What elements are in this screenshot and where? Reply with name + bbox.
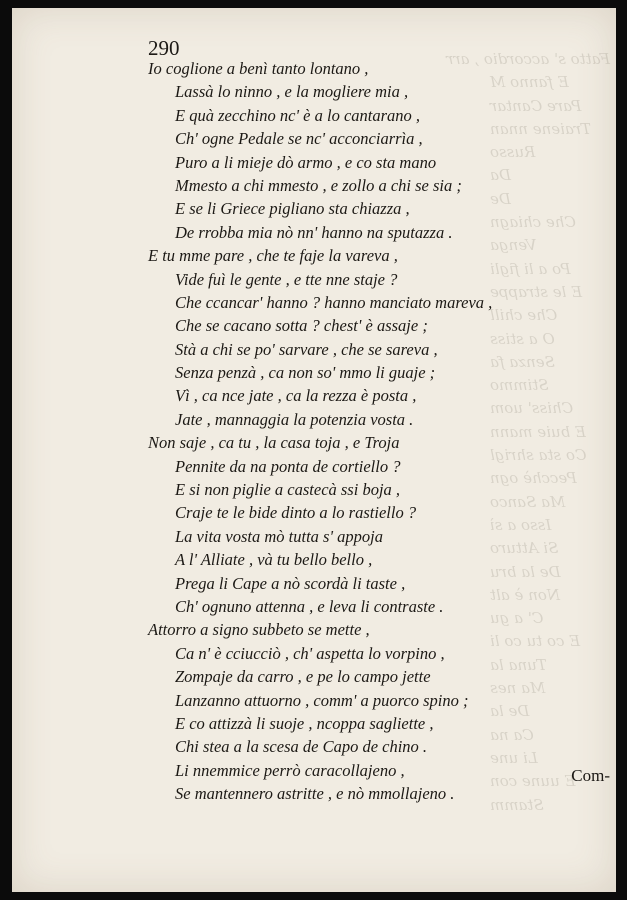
poem-line: Ch' ognuno attenna , e leva li contraste . (175, 596, 444, 616)
poem-line: Pennite da na ponta de cortiello ? (175, 456, 401, 476)
poem-line: Jate , mannaggia la potenzia vosta . (175, 409, 414, 429)
poem-line: Attorro a signo subbeto se mette , (148, 620, 370, 640)
poem-line: Se mantennero astritte , e nò mmollajeno . (175, 784, 455, 804)
poem-line: Prega li Cape a nò scordà li taste , (175, 573, 406, 593)
page-number: 290 (148, 36, 180, 60)
poem-line: E tu mme pare , che te faje la vareva , (148, 246, 398, 266)
poem-line: Mmesto a chi mmesto , e zollo a chi se sia ; (175, 175, 462, 195)
poem-text (12, 57, 616, 806)
poem-line: Lassà lo ninno , e la mogliere mia , (175, 82, 409, 102)
poem-line: Ca n' è cciucciò , ch' aspetta lo vorpino , (175, 643, 445, 663)
poem-line: Vì , ca nce jate , ca la rezza è posta , (175, 386, 417, 406)
catchword: Com- (571, 766, 610, 785)
book-page (12, 8, 616, 892)
show-through-text: Fatto s' accordio , arr E fanno M Pare Cantar Traiene nnan Russo Da De Che chiagn Venga Po a li figli E le strappe Che chill O a stiss Senza fa Stimmo Chiss' uom E buie mann Co sta shrigl Pecchè ogn Ma Sanco Isso a sì Si Atturo De la bru Non è alt C' a gu E co tu co li Tuna la Ma nes De la Ca na Li une E uune con Stamm (446, 50, 610, 814)
poem-line: E quà zecchino nc' è a lo cantarano , (175, 105, 421, 125)
poem-line: Craje te le bide dinto a lo rastiello ? (175, 503, 417, 523)
poem-line: E co attizzà li suoje , ncoppa sagliette , (175, 713, 434, 733)
poem-line: Io coglione a benì tanto lontano , (148, 59, 369, 78)
poem-line: Che ccancar' hanno ? hanno manciato mareva , (175, 292, 493, 312)
poem-line: Stà a chi se po' sarvare , che se sareva , (175, 339, 438, 359)
poem-line: Ch' ogne Pedale se nc' acconciarrìa , (175, 129, 423, 149)
poem-line: Che se cacano sotta ? chest' è assaje ; (175, 316, 428, 336)
poem-line: E se li Griece pigliano sta chiazza , (175, 199, 410, 219)
poem-line: Senza penzà , ca non so' mmo li guaje ; (175, 363, 436, 383)
poem-line: La vita vosta mò tutta s' appoja (175, 526, 383, 546)
poem-line: Vide fuì le gente , e tte nne staje ? (175, 269, 398, 289)
poem-line: Non saje , ca tu , la casa toja , e Troja (148, 433, 400, 453)
poem-line: Puro a li mieje dò armo , e co sta mano (175, 152, 437, 172)
poem-line: De rrobba mia nò nn' hanno na sputazza . (175, 222, 453, 242)
poem-line: E si non piglie a castecà ssi boja , (175, 480, 401, 500)
poem-line: Chi stea a la scesa de Capo de chino . (175, 737, 428, 757)
poem-line: A l' Alliate , và tu bello bello , (175, 550, 373, 570)
poem-line: Li nnemmice perrò caracollajeno , (175, 760, 405, 780)
poem-line: Lanzanno attuorno , comm' a puorco spino ; (175, 690, 469, 710)
poem-line: Zompaje da carro , e pe lo campo jette (175, 667, 431, 687)
